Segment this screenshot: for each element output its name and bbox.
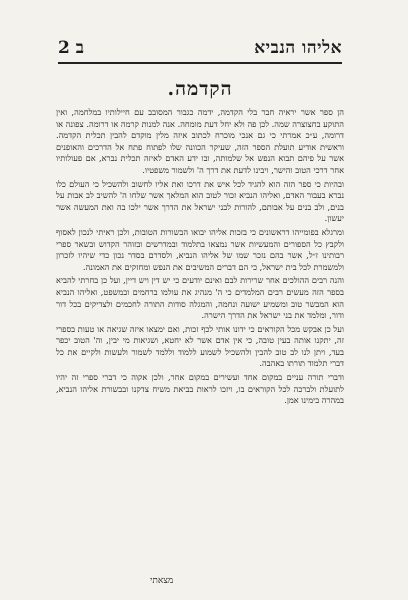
page-number: ב 2 xyxy=(58,38,84,58)
page-header xyxy=(58,36,342,64)
paragraph-6: ודברי תורה עניים במקום אחד ועשירים במקום אחר, ולכן אקוה כי דברי ספרי זה יהיו לתועלת ולברכה לכל הקוראים בו, ויזכו לראות בביאת משיח צדקנו ובבשורת אליהו הנביא, במהרה בימינו אמן. xyxy=(56,372,344,406)
running-title: אליהו הנביא xyxy=(254,38,342,58)
section-title: הקדמה. xyxy=(167,78,233,100)
catchword: מצאתי xyxy=(150,576,174,586)
paragraph-3: ומרגלא בפומייהו דראשונים כי בזכות אליהו יבואו הבשורות הטובות, ולכן ראיתי לנכון לאסוף ולקבץ כל הספורים והמעשיות אשר נמצאו בתלמוד ובמדרשים ובזוהר הקדוש ובשאר ספרי רבותינו ז״ל, אשר בהם נזכר שמו של אליהו הנביא, ולסדרם בסדר נכון כדי שיהיו לזכרון ולמשמרת לכל בית ישראל, כי הם דברים המשיבים את הנפש ומחזקים את האמונה. xyxy=(56,226,344,272)
paragraph-5: ועל כן אבקש מכל הקוראים כי ידונו אותי לכף זכות, ואם ימצאו איזה שגיאה או טעות בספרי זה, יתקנו אותה בעין טובה, כי אין אדם אשר לא יחטא, ושגיאות מי יבין, וה' הטוב יכפר בעד, ויתן לנו לב טוב להבין ולהשכיל לשמוע ללמוד וללמד לשמור ולעשות ולקיים את כל דברי תלמוד תורתו באהבה. xyxy=(56,323,344,369)
paragraph-2: ובהיות כי ספר הזה הוא להגיד לכל איש את דרכו ואת אליו לחשוב ולהשכיל כי העולם כלו נברא בעבור האדם, ואליהו הנביא זכור לטוב הוא המלאך אשר שלחו ה' להשיב לב אבות על בנים, ולב בנים על אבותם, להורות לבני ישראל את הדרך אשר ילכו בה ואת המעשה אשר יעשון. xyxy=(56,178,344,224)
body-text xyxy=(56,78,344,409)
paragraph-4: והנה רבים ההולכים אחר שרירות לבם ואינם יודעים כי יש דין ויש דיין, ועל כן בחרתי להביא בספר הזה מעשים רבים המלמדים כי ה' מנהיג את עולמו ברחמים ובמשפט, ואליהו הנביא הוא המבשר טוב ומשמיע ישועה ונחמה, והמגלה סודות התורה לחכמים ולצדיקים בכל דור ודור, ומלמד את בני ישראל את הדרך הישרה. xyxy=(56,275,344,321)
paragraph-1: הן ספר אשר יראיה חבר בלי הקדמה, ידמה כגבור המסובב עם חיילותיו במלחמה, ואין התוקע בחצוצרה שמה. לכן פה ולא יחל דעת מומחה. אנה למנות קרמה או דרומה. צפונה או דרומה, ע״כ אמרתי כי גם אנכי מוכרח לכתוב איזה מלין מוקדם להבין תכלית הקדמה. וראשית אודיע תועלת הספר הזה, שעיקר הכוונה שלו לפתוח פתח אל הדרכים והאופנים אשר על פיהם תבוא הנפש אל שלמותה, ובו ידע האדם לאיזה תכלית נברא, אם פעולותיו אחר דרכי הטוב והישר, ויבינו לדעת את דרך ה' ולשמור משפטיו. xyxy=(56,107,344,175)
